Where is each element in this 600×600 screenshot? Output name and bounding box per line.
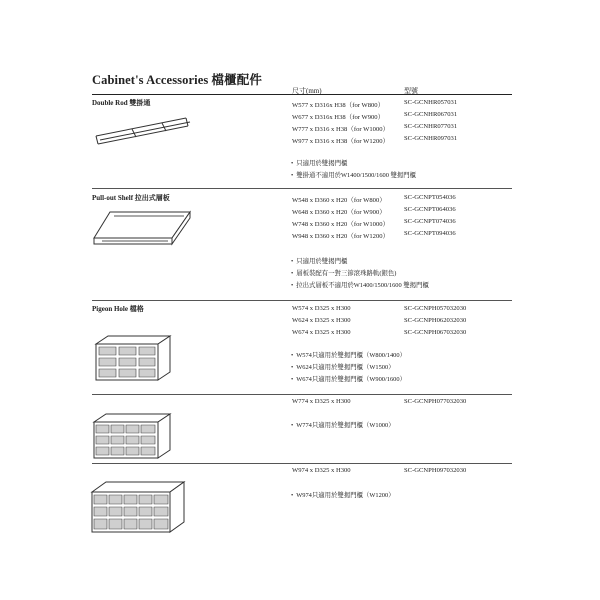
note-item: • 雙掛通不適用於W1400/1500/1600 雙揭門櫃 [291, 170, 416, 179]
pull-out-shelf-illustration [92, 204, 192, 250]
note-item: • 層板裝配有一對三節滾珠路軌(銀色) [291, 268, 396, 277]
note-item: • W674只適用於雙揭門櫃（W900/1600） [291, 374, 406, 383]
size-cell: W748 x D360 x H20（for W1000） [292, 221, 390, 228]
model-cell: SC-GCNPH057032030 [404, 305, 467, 312]
column-header-model: 型號 [404, 87, 418, 95]
section-title-pigeon-hole: Pigeon Hole 檔格 [92, 305, 144, 313]
page-title: Cabinet's Accessories 檔櫃配件 [92, 73, 262, 87]
size-cell: W548 x D360 x H20（for W800） [292, 197, 386, 204]
note-item: • W574只適用於雙揭門櫃（W800/1400） [291, 350, 406, 359]
model-cell: SC-GCNPH067032030 [404, 329, 467, 336]
section-divider [92, 188, 512, 189]
section-divider [92, 463, 512, 464]
size-cell: W774 x D325 x H300 [292, 398, 351, 405]
column-header-size: 尺寸(mm) [292, 87, 322, 95]
model-cell: SC-GCNHR057031 [404, 99, 458, 106]
double-rod-illustration [92, 110, 192, 155]
size-cell: W648 x D360 x H20（for W900） [292, 209, 386, 216]
pigeon-hole-4col-illustration [92, 410, 172, 460]
section-divider [92, 394, 512, 395]
size-cell: W948 x D360 x H20（for W1200） [292, 233, 390, 240]
header-rule [92, 94, 512, 95]
model-cell: SC-GCNHR077031 [404, 123, 458, 130]
model-cell: SC-GCNHR097031 [404, 135, 458, 142]
pigeon-hole-3col-illustration [92, 334, 172, 384]
size-cell: W677 x D316x H38（for W900） [292, 114, 385, 121]
note-item: • 拉出式層板不適用於W1400/1500/1600 雙揭門櫃 [291, 280, 429, 289]
model-cell: SC-GCNPT054036 [404, 194, 456, 201]
section-title-pull-out-shelf: Pull-out Shelf 拉出式層板 [92, 194, 170, 202]
pigeon-hole-5col-illustration [90, 478, 186, 534]
note-item: • W974只適用於雙揭門櫃（W1200） [291, 490, 395, 499]
size-cell: W577 x D316x H38（for W800） [292, 102, 385, 109]
note-item: • W774只適用於雙揭門櫃（W1000） [291, 420, 395, 429]
size-cell: W777 x D316 x H38（for W1000） [292, 126, 390, 133]
model-cell: SC-GCNPH077032030 [404, 398, 467, 405]
size-cell: W624 x D325 x H300 [292, 317, 351, 324]
size-cell: W574 x D325 x H300 [292, 305, 351, 312]
size-cell: W674 x D325 x H300 [292, 329, 351, 336]
model-cell: SC-GCNPT064036 [404, 206, 456, 213]
note-item: • W624只適用於雙揭門櫃（W1500） [291, 362, 395, 371]
model-cell: SC-GCNHR067031 [404, 111, 458, 118]
note-item: • 只適用於雙揭門櫃 [291, 256, 347, 265]
note-item: • 只適用於雙揭門櫃 [291, 158, 347, 167]
model-cell: SC-GCNPT074036 [404, 218, 456, 225]
size-cell: W977 x D316 x H38（for W1200） [292, 138, 390, 145]
model-cell: SC-GCNPH062032030 [404, 317, 467, 324]
section-title-double-rod: Double Rod 雙掛通 [92, 99, 151, 107]
section-divider [92, 300, 512, 301]
model-cell: SC-GCNPH097032030 [404, 467, 467, 474]
size-cell: W974 x D325 x H300 [292, 467, 351, 474]
model-cell: SC-GCNPT094036 [404, 230, 456, 237]
